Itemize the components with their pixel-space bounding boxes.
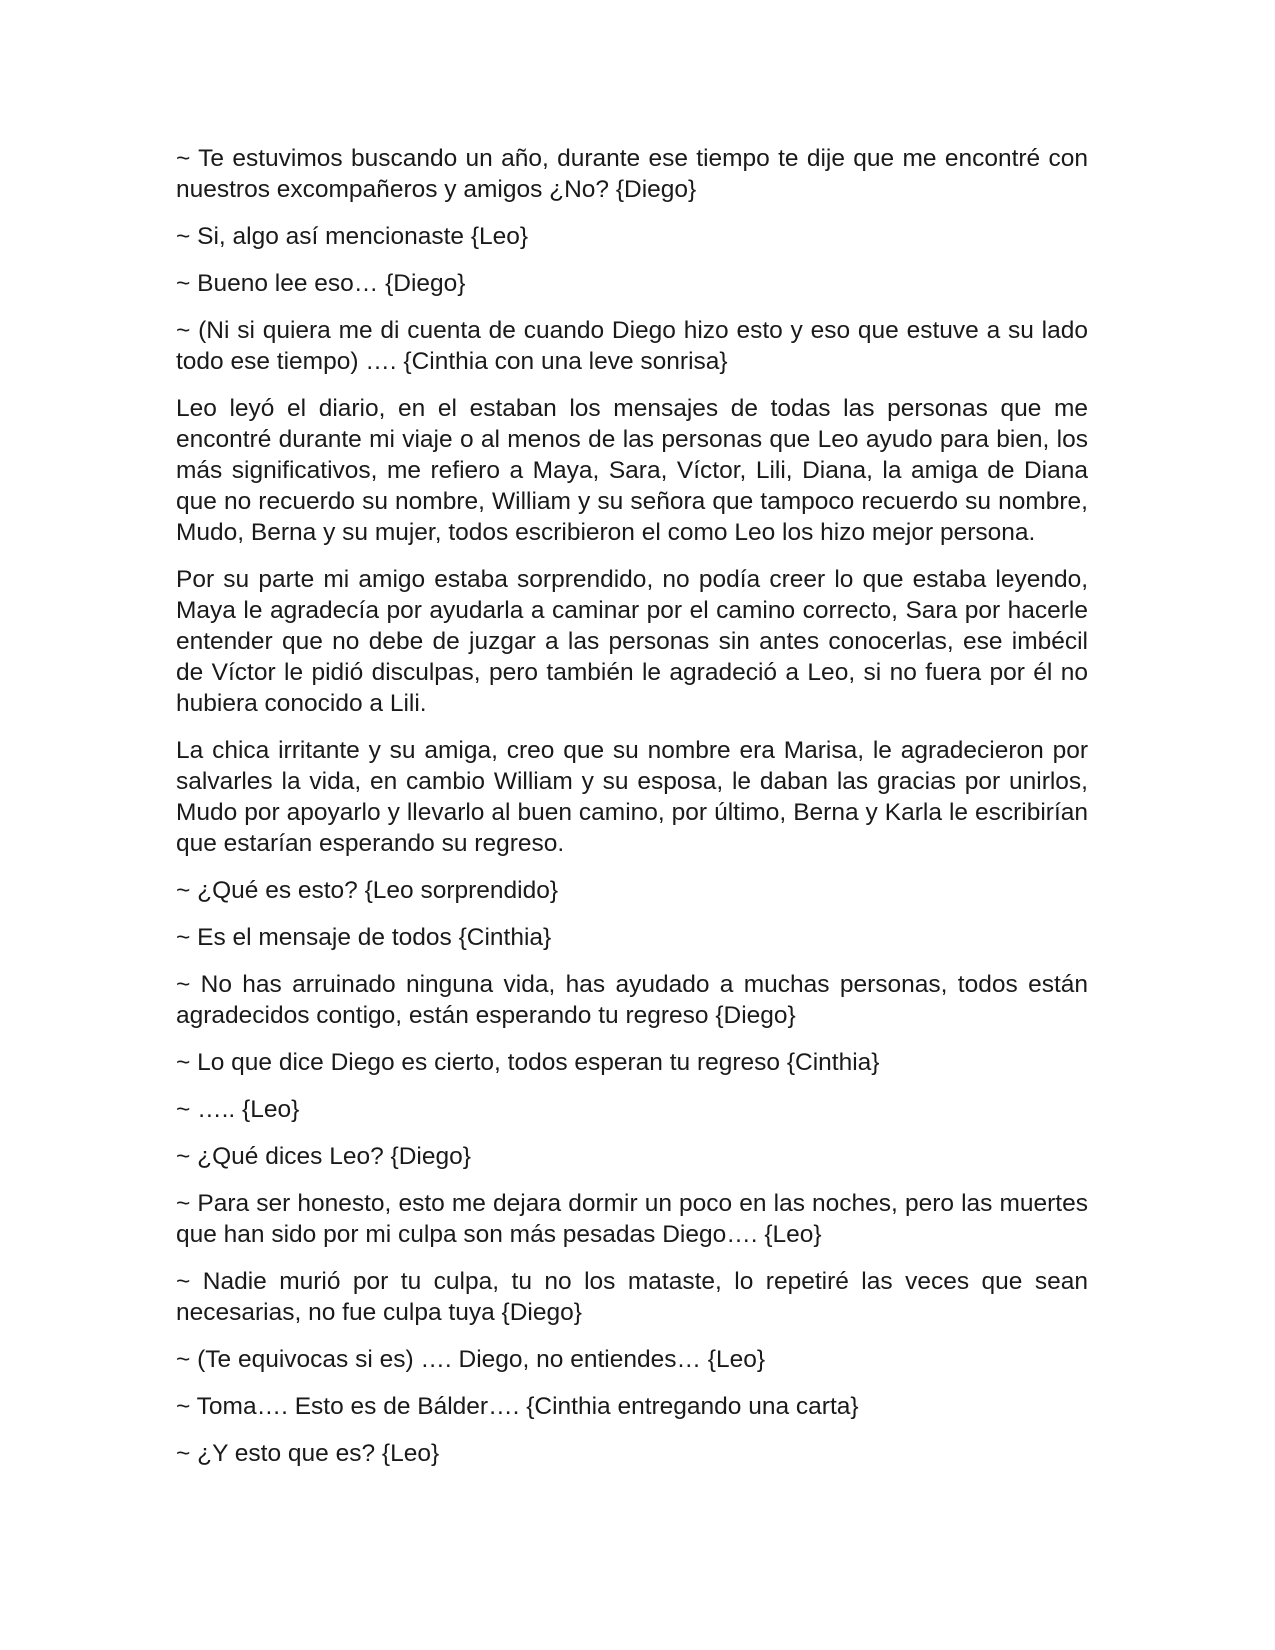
paragraph: ~ Si, algo así mencionaste {Leo}	[176, 223, 529, 250]
paragraph: ~ ….. {Leo}	[176, 1096, 300, 1123]
paragraph: La chica irritante y su amiga, creo que su nombre era Marisa, le agradecieron por salvarles la vida, en cambio William y su esposa, le daban las gracias por unirlos, Mudo por apoyarlo y llevarlo al buen camino, por último, Berna y Karla le escribirían que estarían esperando su regreso.	[176, 737, 1088, 857]
paragraph: ~ Lo que dice Diego es cierto, todos esperan tu regreso {Cinthia}	[176, 1049, 880, 1076]
paragraph: ~ Bueno lee eso… {Diego}	[176, 270, 466, 297]
paragraph: ~ No has arruinado ninguna vida, has ayudado a muchas personas, todos están agradecidos contigo, están esperando tu regreso {Diego}	[176, 971, 1088, 1029]
paragraph: ~ Es el mensaje de todos {Cinthia}	[176, 924, 552, 951]
paragraph: Leo leyó el diario, en el estaban los mensajes de todas las personas que me encontré durante mi viaje o al menos de las personas que Leo ayudo para bien, los más significativos, me refiero a Maya, Sara, Víctor, Lili, Diana, la amiga de Diana que no recuerdo su nombre, William y su señora que tampoco recuerdo su nombre, Mudo, Berna y su mujer, todos escribieron el como Leo los hizo mejor persona.	[176, 395, 1088, 546]
paragraph: ~ ¿Qué dices Leo? {Diego}	[176, 1143, 471, 1170]
paragraph: ~ Para ser honesto, esto me dejara dormir un poco en las noches, pero las muertes que han sido por mi culpa son más pesadas Diego…. {Leo}	[176, 1190, 1088, 1248]
paragraph: ~ Te estuvimos buscando un año, durante ese tiempo te dije que me encontré con nuestros excompañeros y amigos ¿No? {Diego}	[176, 145, 1088, 203]
document-page	[176, 143, 1088, 1485]
paragraph: ~ ¿Y esto que es? {Leo}	[176, 1440, 440, 1467]
paragraph: ~ (Te equivocas si es) …. Diego, no entiendes… {Leo}	[176, 1346, 766, 1373]
paragraph: ~ Nadie murió por tu culpa, tu no los mataste, lo repetiré las veces que sean necesarias, no fue culpa tuya {Diego}	[176, 1268, 1088, 1326]
paragraph: Por su parte mi amigo estaba sorprendido, no podía creer lo que estaba leyendo, Maya le agradecía por ayudarla a caminar por el camino correcto, Sara por hacerle entender que no debe de juzgar a las personas sin antes conocerlas, ese imbécil de Víctor le pidió disculpas, pero también le agradeció a Leo, si no fuera por él no hubiera conocido a Lili.	[176, 566, 1088, 717]
paragraph: ~ Toma…. Esto es de Bálder…. {Cinthia entregando una carta}	[176, 1393, 859, 1420]
paragraph: ~ ¿Qué es esto? {Leo sorprendido}	[176, 877, 559, 904]
paragraph: ~ (Ni si quiera me di cuenta de cuando Diego hizo esto y eso que estuve a su lado todo ese tiempo) …. {Cinthia con una leve sonrisa}	[176, 317, 1088, 375]
